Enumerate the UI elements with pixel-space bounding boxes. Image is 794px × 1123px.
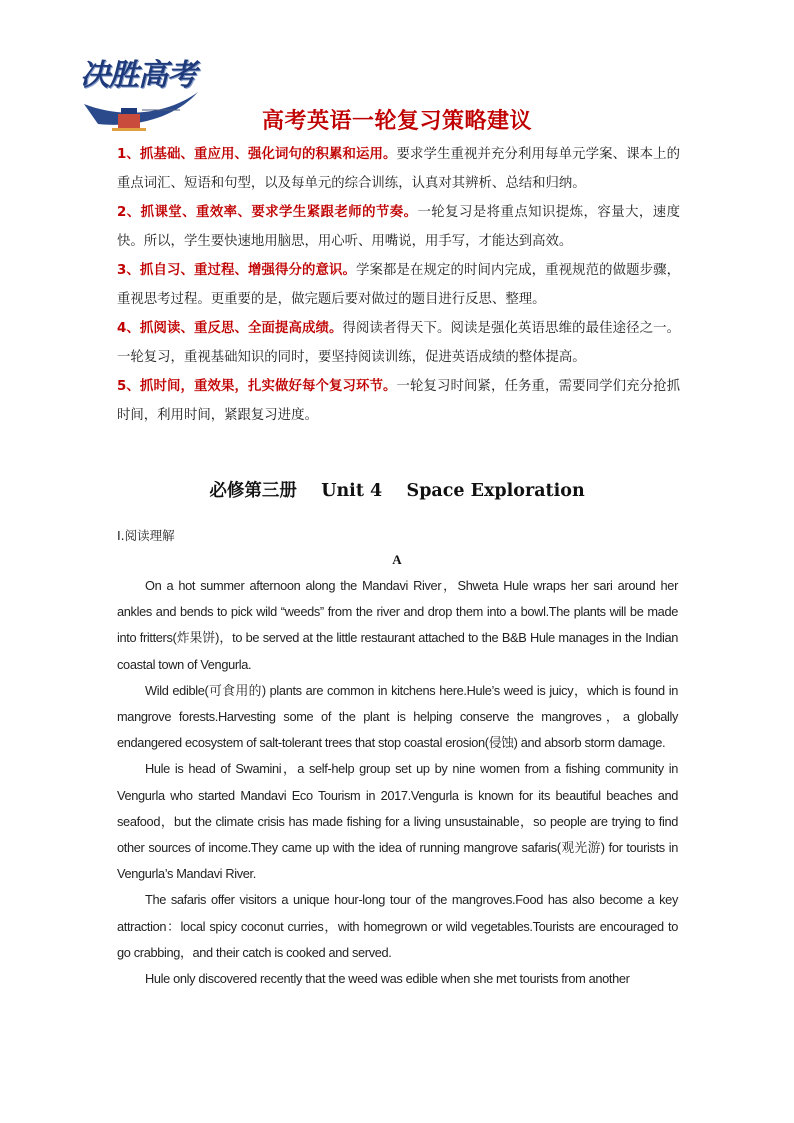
strategy-heading: 2、抓课堂、重效率、要求学生紧跟老师的节奏。 xyxy=(117,205,418,220)
passage-letter: A xyxy=(392,552,402,567)
logo-text: 决胜高考 xyxy=(80,58,196,93)
passage-paragraph: Hule is head of Swamini，a self-help group set up by nine women from a fishing community in Vengurla who started Mandavi Eco Tourism in 2017.Vengurla is known for its beautiful beaches and seafood，but the climate crisis has made fishing for a living unsustainable，so people are trying to find other sources of income.They came up with the idea of running mangrove safaris(观光游) for tourists in Vengurla’s Mandavi River. xyxy=(117,761,678,882)
passage-paragraph: Wild edible(可食用的) plants are common in kitchens here.Hule’s weed is juicy，which is found in mangrove forests.Harvesting some of the plant is helping conserve the mangroves，a globally endangered ecosystem of salt-tolerant trees that stop coastal erosion(侵蚀) and absorb storm damage. xyxy=(117,682,678,751)
passage-paragraph: The safaris offer visitors a unique hour-long tour of the mangroves.Food has also become a key attraction：local spicy coconut curries，with homegrown or wild vegetables.Tourists are encouraged to go crabbing，and their catch is cooked and served. xyxy=(117,892,678,960)
unit-heading: 必修第三册 Unit 4 Space Exploration xyxy=(209,481,585,501)
page-title: 高考英语一轮复习策略建议 xyxy=(261,109,532,134)
strategy-list xyxy=(117,140,680,430)
passage-paragraph: Hule only discovered recently that the weed was edible when she met tourists from another xyxy=(145,971,630,987)
strategy-heading: 5、抓时间，重效果，扎实做好每个复习环节。 xyxy=(117,379,397,394)
strategy-item xyxy=(117,372,680,430)
strategy-heading: 1、抓基础、重应用、强化词句的积累和运用。 xyxy=(117,147,397,162)
strategy-text: 一轮复习是将重点知识提炼，容量大，速度快。所以，学生要快速地用脑思，用心听、用嘴说，用手写，才能达到高效。 xyxy=(117,205,680,249)
section-label: Ⅰ.阅读理解 xyxy=(117,528,175,543)
strategy-text: 得阅读者得天下。阅读是强化英语思维的最佳途径之一。一轮复习，重视基础知识的同时，要坚持阅读训练，促进英语成绩的整体提高。 xyxy=(117,321,680,365)
strategy-item xyxy=(117,140,680,198)
strategy-heading: 4、抓阅读、重反思、全面提高成绩。 xyxy=(117,321,343,336)
strategy-text: 学案都是在规定的时间内完成，重视规范的做题步骤，重视思考过程。更重要的是，做完题后要对做过的题目进行反思、整理。 xyxy=(117,263,681,307)
strategy-text: 一轮复习时间紧，任务重，需要同学们充分抢抓时间，利用时间，紧跟复习进度。 xyxy=(117,379,680,423)
strategy-item xyxy=(117,314,680,372)
strategy-item xyxy=(117,256,680,314)
strategy-heading: 3、抓自习、重过程、增强得分的意识。 xyxy=(117,263,357,278)
passage-paragraph: On a hot summer afternoon along the Mandavi River，Shweta Hule wraps her sari around her ankles and bends to pick wild “weeds” from the river and drop them into a bowl.The plants will be made into fritters(炸果饼)，to be served at the little restaurant attached to the B&B Hule manages in the Indian coastal town of Vengurla. xyxy=(117,578,678,672)
strategy-text: 要求学生重视并充分利用每单元学案、课本上的重点词汇、短语和句型，以及每单元的综合训练，认真对其辨析、总结和归纳。 xyxy=(117,147,680,191)
reading-passage xyxy=(117,573,678,992)
strategy-item xyxy=(117,198,680,256)
